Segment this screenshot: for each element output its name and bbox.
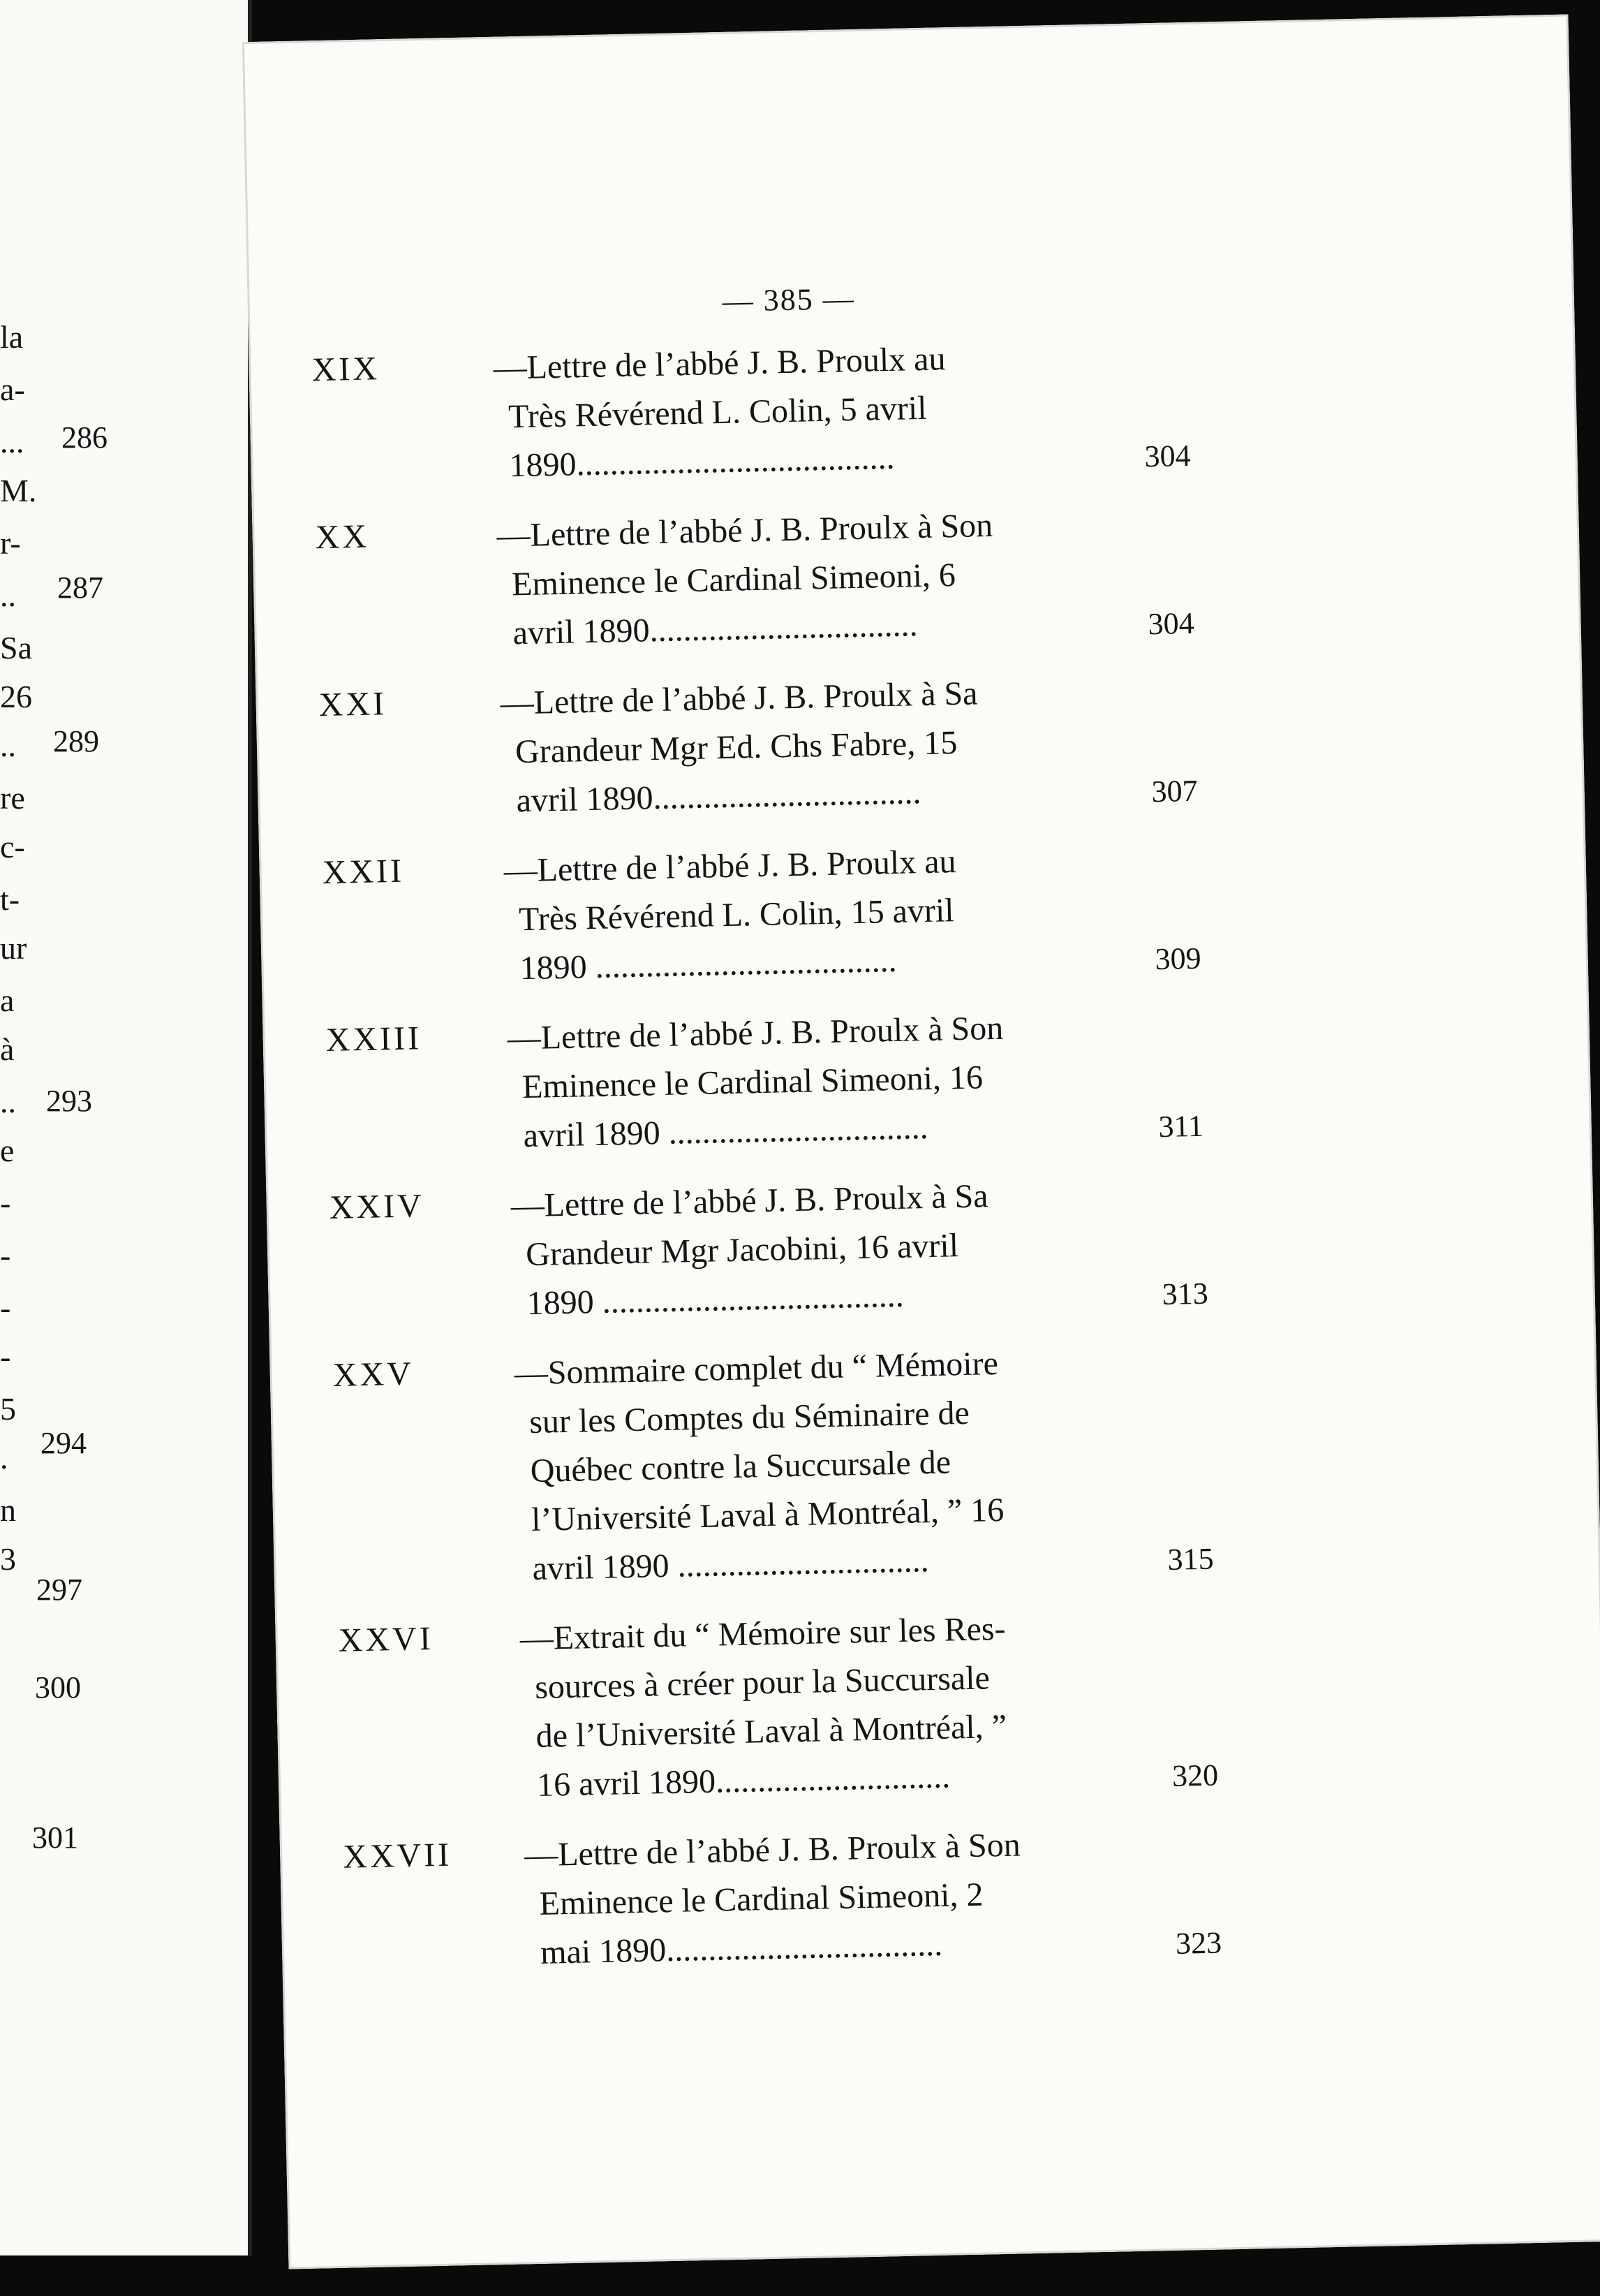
entry-line: avril 1890 ............................... xyxy=(523,1109,929,1155)
left-page-text-fragment: 5 xyxy=(0,1391,16,1427)
left-page-number: 301 xyxy=(32,1820,78,1855)
left-page-number: 297 xyxy=(36,1573,82,1607)
toc-entry xyxy=(325,999,1236,1165)
left-page-text-fragment: ur xyxy=(0,930,27,966)
toc-entry xyxy=(329,1167,1239,1332)
entry-numeral: XXIII xyxy=(325,1020,422,1059)
entry-page-number: 323 xyxy=(1175,1925,1222,1961)
entry-page-number: 311 xyxy=(1158,1108,1204,1145)
left-page-number: 287 xyxy=(57,571,103,605)
left-page-text-fragment: r- xyxy=(0,525,21,561)
entry-text xyxy=(519,1603,1117,1810)
entry-line: avril 1890................................ xyxy=(516,774,922,820)
entry-page-number: 320 xyxy=(1171,1758,1219,1793)
entry-page-number: 307 xyxy=(1151,773,1199,809)
left-page-number: 289 xyxy=(53,724,99,758)
toc-entry xyxy=(322,832,1232,997)
entry-page-number: 313 xyxy=(1162,1276,1209,1312)
left-page-text-fragment: e xyxy=(0,1133,15,1168)
entry-line: —Lettre de l’abbé J. B. Proulx à Sa xyxy=(510,1177,989,1225)
left-page-text-fragment: - xyxy=(0,1290,11,1325)
left-page-text-fragment: M. xyxy=(0,473,37,508)
entry-line: avril 1890................................ xyxy=(512,606,919,652)
entry-line: 16 avril 1890............................ xyxy=(536,1758,951,1804)
entry-line: 1890...................................... xyxy=(509,439,896,485)
left-page-number: 300 xyxy=(35,1670,81,1705)
entry-line: sources à créer pour la Succursale xyxy=(534,1659,991,1706)
left-page-text-fragment: la xyxy=(0,319,24,355)
entry-line: —Lettre de l’abbé J. B. Proulx au xyxy=(493,340,946,387)
entry-page-number: 304 xyxy=(1144,438,1192,474)
entry-line: Très Révérend L. Colin, 15 avril xyxy=(518,892,955,939)
entry-numeral: XXIV xyxy=(329,1187,425,1226)
page-number: — 385 — xyxy=(722,281,856,318)
entry-line: avril 1890 .............................. xyxy=(532,1542,930,1588)
toc-entry xyxy=(332,1334,1245,1598)
left-page-text-fragment: a xyxy=(0,983,15,1018)
entry-line: —Lettre de l’abbé J. B. Proulx à Sa xyxy=(500,675,978,722)
entry-line: 1890 .................................... xyxy=(519,941,898,987)
entry-page-number: 304 xyxy=(1148,605,1195,642)
entry-line: Grandeur Mgr Ed. Chs Fabre, 15 xyxy=(514,724,958,771)
toc-entry xyxy=(311,329,1222,494)
entry-line: —Lettre de l’abbé J. B. Proulx à Son xyxy=(507,1009,1004,1057)
left-page-text-fragment: 3 xyxy=(0,1541,16,1577)
toc-entry xyxy=(318,664,1229,830)
entry-line: mai 1890................................. xyxy=(540,1925,943,1971)
left-page-text-fragment: a- xyxy=(0,371,25,407)
entry-numeral: XXVII xyxy=(342,1836,452,1876)
entry-line: de l’Université Laval à Montréal, ” xyxy=(535,1707,1007,1755)
entry-line: Eminence le Cardinal Simeoni, 6 xyxy=(511,557,956,603)
entry-numeral: XXV xyxy=(332,1355,415,1394)
entry-text xyxy=(500,667,1096,825)
toc-entry xyxy=(338,1600,1250,1814)
entry-numeral: XXVI xyxy=(338,1620,434,1659)
right-page xyxy=(242,14,1600,2269)
entry-line: Très Révérend L. Colin, 5 avril xyxy=(508,389,928,436)
left-page-text-fragment: c- xyxy=(0,829,25,864)
entry-page-number: 309 xyxy=(1155,941,1202,977)
entry-text xyxy=(503,834,1099,993)
entry-text xyxy=(514,1337,1112,1594)
entry-numeral: XXI xyxy=(318,685,387,724)
entry-line: sur les Comptes du Séminaire de xyxy=(528,1394,970,1441)
entry-line: 1890 .................................... xyxy=(526,1276,905,1323)
entry-line: —Lettre de l’abbé J. B. Proulx à Son xyxy=(496,506,993,554)
entry-line: Grandeur Mgr Jacobini, 16 avril xyxy=(525,1227,959,1274)
left-page-number: 294 xyxy=(40,1426,87,1460)
left-page-text-fragment: - xyxy=(0,1237,11,1273)
entry-line: Eminence le Cardinal Simeoni, 2 xyxy=(539,1876,984,1922)
entry-text xyxy=(507,1002,1103,1161)
toc-entry xyxy=(315,496,1225,662)
left-page-text-fragment: n xyxy=(0,1492,16,1528)
left-page-number: 286 xyxy=(61,420,108,455)
entry-line: —Lettre de l’abbé J. B. Proulx à Son xyxy=(524,1826,1021,1874)
table-of-contents xyxy=(311,329,1253,2003)
left-page xyxy=(0,0,252,2255)
entry-page-number: 315 xyxy=(1167,1541,1215,1577)
entry-text xyxy=(510,1170,1106,1328)
entry-line: l’Université Laval à Montréal, ” 16 xyxy=(531,1491,1005,1539)
entry-text xyxy=(524,1819,1120,1978)
toc-entry xyxy=(343,1816,1253,1982)
left-page-text-fragment: à xyxy=(0,1031,15,1067)
entry-line: —Extrait du “ Mémoire sur les Res- xyxy=(519,1610,1007,1658)
left-page-text-fragment: .. xyxy=(0,728,16,763)
left-page-text-fragment: 26 xyxy=(0,679,32,714)
entry-text xyxy=(496,499,1092,658)
entry-numeral: XX xyxy=(315,517,370,557)
left-page-number: 293 xyxy=(46,1084,92,1118)
left-page-text-fragment: .. xyxy=(0,577,16,613)
left-page-text-fragment: .. xyxy=(0,1084,16,1119)
entry-numeral: XIX xyxy=(311,350,380,389)
entry-text xyxy=(493,332,1089,490)
entry-line: —Sommaire complet du “ Mémoire xyxy=(514,1344,999,1392)
left-page-text-fragment: ... xyxy=(0,424,24,459)
entry-line: Eminence le Cardinal Simeoni, 16 xyxy=(521,1059,984,1106)
entry-line: Québec contre la Succursale de xyxy=(530,1443,951,1490)
left-page-text-fragment: re xyxy=(0,780,25,816)
left-page-text-fragment: . xyxy=(0,1440,8,1476)
left-page-text-fragment: t- xyxy=(0,881,20,917)
left-page-text-fragment: - xyxy=(0,1339,11,1374)
entry-numeral: XXII xyxy=(322,852,405,892)
entry-line: —Lettre de l’abbé J. B. Proulx au xyxy=(503,843,957,890)
left-page-text-fragment: - xyxy=(0,1185,11,1221)
left-page-text-fragment: Sa xyxy=(0,630,32,665)
